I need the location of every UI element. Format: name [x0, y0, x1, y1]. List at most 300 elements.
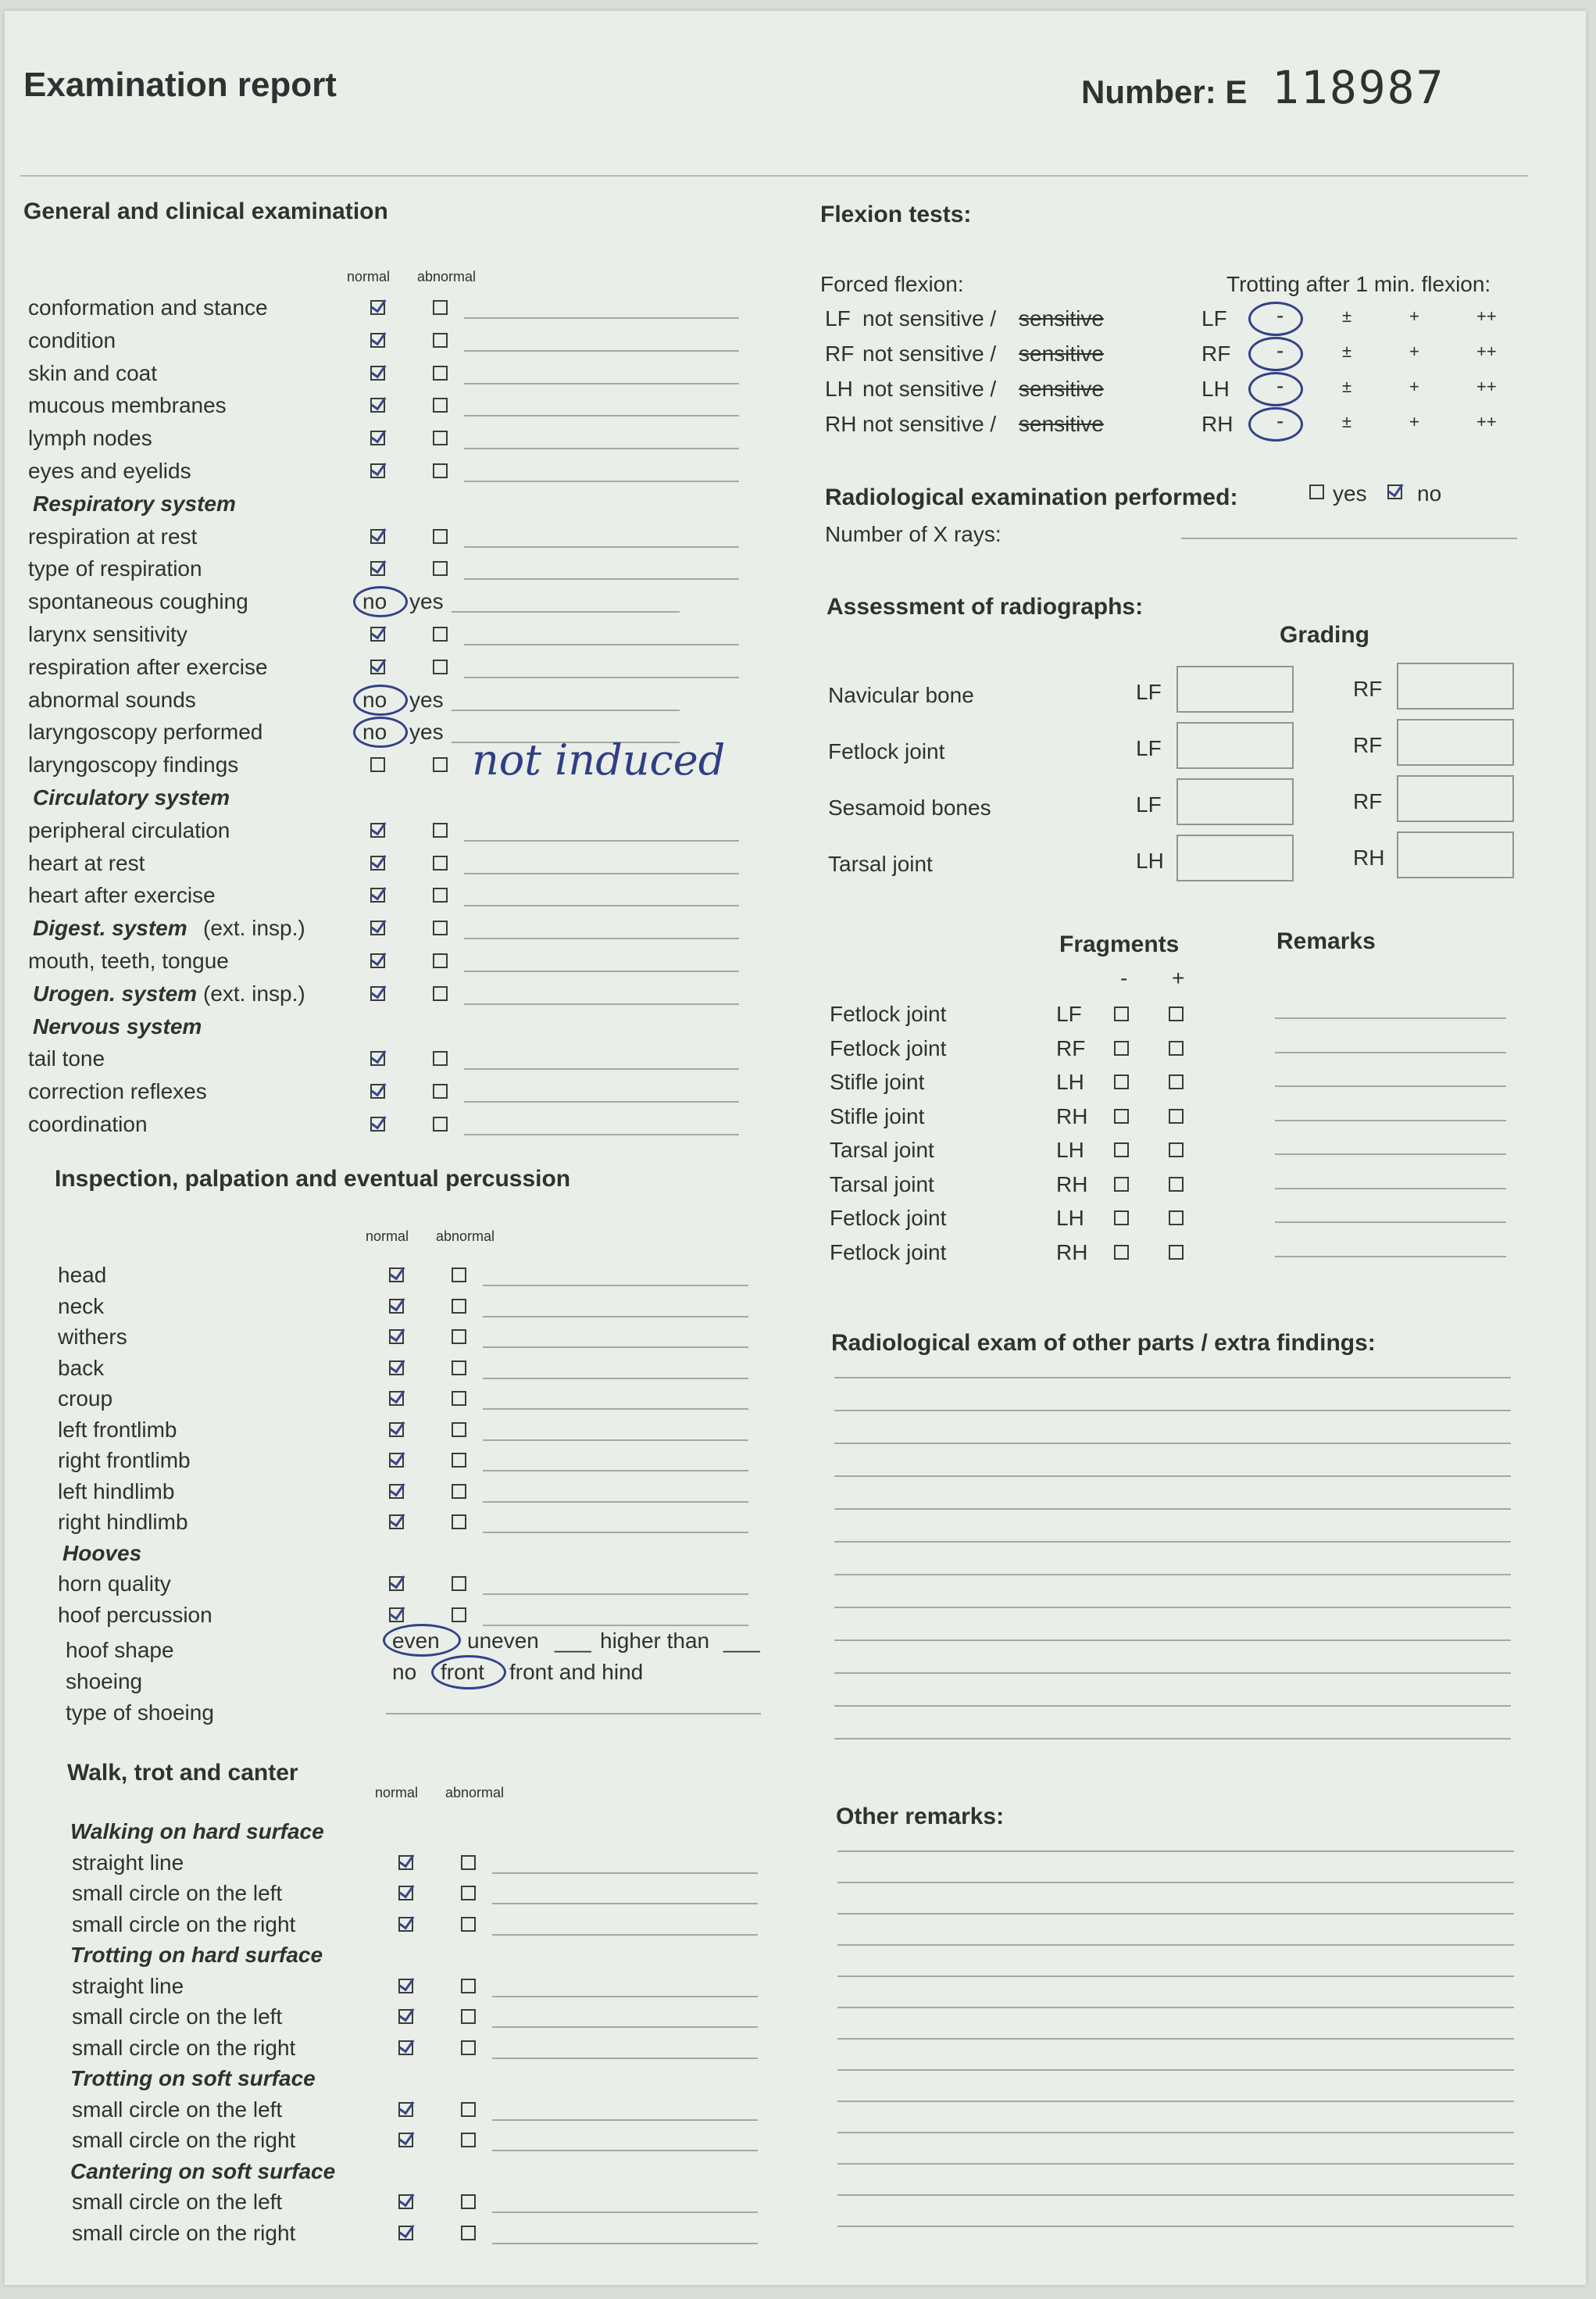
general-group-suffix-19: (ext. insp.) — [203, 916, 305, 941]
general-row-label-18: heart after exercise — [28, 883, 216, 908]
gait-row-line-12[interactable] — [492, 2211, 758, 2213]
trot-circle-mark-2 — [1248, 372, 1303, 406]
trot-leg-0: LF — [1201, 306, 1227, 331]
grading-left-leg-2: LF — [1136, 792, 1162, 817]
general-abnormal-checkbox-21[interactable] — [433, 986, 448, 1001]
general-row-label-7: respiration at rest — [28, 524, 198, 549]
other-remarks-line[interactable] — [837, 2007, 1514, 2008]
fragment-joint-3: Stifle joint — [830, 1103, 925, 1128]
inspection-abnormal-checkbox-3[interactable] — [452, 1360, 466, 1375]
other-parts-line[interactable] — [834, 1639, 1511, 1641]
general-normal-checkbox-23[interactable] — [370, 1051, 385, 1066]
grading-right-leg-0: RF — [1353, 677, 1383, 701]
general-normal-checkbox-18[interactable] — [370, 888, 385, 903]
inspection-row-line-2[interactable] — [483, 1346, 748, 1348]
general-row-line-21[interactable] — [464, 1003, 739, 1005]
inspection-abnormal-checkbox-10[interactable] — [452, 1576, 466, 1591]
other-remarks-line[interactable] — [837, 1944, 1514, 1946]
trot-grade-0-0[interactable]: ± — [1342, 306, 1352, 326]
flexion-leg-3: RH — [825, 412, 857, 436]
gait-row-label-5: straight line — [72, 1973, 184, 1998]
flexion-not-sensitive-1[interactable]: not sensitive / — [862, 341, 997, 366]
hoof-shape-even[interactable]: even — [392, 1629, 440, 1653]
inspection-row-label-1: neck — [58, 1293, 105, 1318]
other-remarks-line[interactable] — [837, 1882, 1514, 1883]
general-row-line-7[interactable] — [464, 546, 739, 548]
general-opt-yes-12[interactable]: yes — [409, 687, 444, 712]
flexion-sensitive-3[interactable]: sensitive — [1019, 412, 1104, 436]
inspection-normal-checkbox-11[interactable] — [389, 1607, 404, 1622]
other-remarks-line[interactable] — [837, 2194, 1514, 2196]
inspection-abnormal-checkbox-2[interactable] — [452, 1329, 466, 1344]
general-normal-checkbox-25[interactable] — [370, 1117, 385, 1132]
xray-no-checkbox[interactable] — [1387, 484, 1402, 499]
inspection-heading: Inspection, palpation and eventual percussion — [55, 1166, 571, 1192]
gait-normal-checkbox-6[interactable] — [398, 2009, 413, 2024]
general-abnormal-checkbox-25[interactable] — [433, 1117, 448, 1132]
other-remarks-line[interactable] — [837, 2226, 1514, 2227]
hoof-shape-higher-than[interactable]: higher than — [600, 1629, 710, 1653]
hoof-shape-blank[interactable]: ___ — [555, 1629, 591, 1653]
trot-grade-1-2[interactable]: ++ — [1476, 341, 1497, 361]
gait-row-line-10[interactable] — [492, 2150, 758, 2151]
general-normal-checkbox-21[interactable] — [370, 986, 385, 1001]
remarks-heading: Remarks — [1276, 928, 1376, 954]
flexion-sensitive-2[interactable]: sensitive — [1019, 377, 1104, 401]
general-abnormal-checkbox-19[interactable] — [433, 921, 448, 935]
shoeing-no[interactable]: no — [392, 1660, 417, 1684]
inspection-col-abnormal: abnormal — [436, 1228, 495, 1244]
trot-grade-2-2[interactable]: ++ — [1476, 377, 1497, 396]
general-normal-checkbox-3[interactable] — [370, 398, 385, 413]
general-abnormal-checkbox-5[interactable] — [433, 463, 448, 478]
inspection-abnormal-checkbox-0[interactable] — [452, 1267, 466, 1282]
fragment-minus-checkbox-0[interactable] — [1114, 1006, 1129, 1021]
grading-right-leg-2: RF — [1353, 789, 1383, 813]
general-normal-checkbox-8[interactable] — [370, 561, 385, 576]
gait-row-label-10: small circle on the right — [72, 2128, 296, 2152]
fragment-plus-checkbox-1[interactable] — [1169, 1041, 1184, 1056]
grading-right-box-0[interactable] — [1397, 663, 1514, 710]
grading-right-box-1[interactable] — [1397, 719, 1514, 766]
grading-left-box-0[interactable] — [1176, 666, 1294, 713]
inspection-row-line-7[interactable] — [483, 1501, 748, 1503]
general-normal-checkbox-14[interactable] — [370, 757, 385, 772]
hoof-shape-label: hoof shape — [66, 1638, 174, 1662]
other-remarks-line[interactable] — [837, 2163, 1514, 2165]
trot-grade-3-1[interactable]: + — [1409, 412, 1419, 431]
flexion-not-sensitive-0[interactable]: not sensitive / — [862, 306, 997, 331]
inspection-row-line-6[interactable] — [483, 1470, 748, 1471]
general-row-line-9[interactable] — [452, 611, 680, 613]
grading-right-box-2[interactable] — [1397, 775, 1514, 822]
other-remarks-line[interactable] — [837, 1913, 1514, 1915]
general-abnormal-checkbox-16[interactable] — [433, 823, 448, 838]
fragment-plus-checkbox-3[interactable] — [1169, 1109, 1184, 1124]
general-row-line-10[interactable] — [464, 644, 739, 645]
flexion-not-sensitive-3[interactable]: not sensitive / — [862, 412, 997, 436]
fragment-remarks-line-6[interactable] — [1275, 1221, 1506, 1223]
inspection-normal-checkbox-3[interactable] — [389, 1360, 404, 1375]
general-row-line-0[interactable] — [464, 317, 739, 319]
grading-right-box-3[interactable] — [1397, 831, 1514, 878]
gait-abnormal-checkbox-5[interactable] — [461, 1979, 476, 1993]
inspection-row-line-0[interactable] — [483, 1285, 748, 1286]
grading-left-box-3[interactable] — [1176, 835, 1294, 881]
inspection-row-line-8[interactable] — [483, 1532, 748, 1533]
inspection-normal-checkbox-0[interactable] — [389, 1267, 404, 1282]
gait-col-abnormal: abnormal — [445, 1785, 505, 1800]
general-row-line-24[interactable] — [464, 1101, 739, 1103]
gait-normal-checkbox-3[interactable] — [398, 1917, 413, 1932]
gait-row-line-9[interactable] — [492, 2119, 758, 2121]
fragment-minus-checkbox-5[interactable] — [1114, 1177, 1129, 1192]
general-row-line-12[interactable] — [452, 710, 680, 711]
trot-grade-3-2[interactable]: ++ — [1476, 412, 1497, 431]
inspection-normal-checkbox-8[interactable] — [389, 1514, 404, 1529]
xray-yes-checkbox[interactable] — [1309, 484, 1324, 499]
grading-left-leg-1: LF — [1136, 736, 1162, 760]
general-row-line-1[interactable] — [464, 350, 739, 352]
general-row-label-9: spontaneous coughing — [28, 589, 248, 614]
grading-left-box-2[interactable] — [1176, 778, 1294, 825]
inspection-row-line-10[interactable] — [483, 1593, 748, 1595]
fragment-plus-checkbox-2[interactable] — [1169, 1074, 1184, 1089]
fragment-joint-7: Fetlock joint — [830, 1239, 947, 1264]
gait-abnormal-checkbox-7[interactable] — [461, 2040, 476, 2055]
xray-no-label: no — [1417, 481, 1442, 506]
grading-left-box-1[interactable] — [1176, 722, 1294, 769]
fragment-remarks-line-0[interactable] — [1275, 1017, 1506, 1019]
other-remarks-line[interactable] — [837, 1850, 1514, 1852]
laryngoscopy-findings-handwriting: not induced — [472, 735, 726, 785]
general-normal-checkbox-16[interactable] — [370, 823, 385, 838]
general-abnormal-checkbox-10[interactable] — [433, 627, 448, 642]
general-opt-no-9[interactable]: no — [362, 589, 387, 614]
trot-leg-2: LH — [1201, 377, 1230, 401]
fragment-joint-1: Fetlock joint — [830, 1035, 947, 1060]
inspection-abnormal-checkbox-5[interactable] — [452, 1422, 466, 1437]
general-row-label-12: abnormal sounds — [28, 687, 196, 712]
other-parts-line[interactable] — [834, 1672, 1511, 1674]
general-row-line-19[interactable] — [464, 938, 739, 939]
fragment-remarks-line-5[interactable] — [1275, 1188, 1506, 1189]
general-normal-checkbox-20[interactable] — [370, 953, 385, 968]
other-parts-line[interactable] — [834, 1705, 1511, 1707]
inspection-row-label-10: horn quality — [58, 1571, 171, 1596]
shoeing-front[interactable]: front — [441, 1660, 485, 1684]
gait-abnormal-checkbox-6[interactable] — [461, 2009, 476, 2024]
general-heading: General and clinical examination — [23, 198, 388, 224]
gait-normal-checkbox-1[interactable] — [398, 1855, 413, 1870]
general-row-label-25: coordination — [28, 1112, 148, 1136]
general-normal-checkbox-19[interactable] — [370, 921, 385, 935]
inspection-normal-checkbox-4[interactable] — [389, 1391, 404, 1406]
xray-count-line[interactable] — [1181, 538, 1517, 539]
gait-row-label-3: small circle on the right — [72, 1911, 296, 1936]
fragments-plus: + — [1172, 966, 1185, 990]
fragment-plus-checkbox-0[interactable] — [1169, 1006, 1184, 1021]
general-opt-yes-9[interactable]: yes — [409, 589, 444, 614]
trot-grade-minus-1[interactable]: - — [1276, 338, 1284, 363]
general-normal-checkbox-1[interactable] — [370, 333, 385, 348]
general-opt-no-12[interactable]: no — [362, 687, 387, 712]
trot-grade-minus-0[interactable]: - — [1276, 303, 1284, 327]
fragment-minus-checkbox-3[interactable] — [1114, 1109, 1129, 1124]
fragment-plus-checkbox-7[interactable] — [1169, 1245, 1184, 1260]
general-row-line-18[interactable] — [464, 905, 739, 906]
inspection-row-line-4[interactable] — [483, 1408, 748, 1410]
type-of-shoeing-line[interactable] — [386, 1713, 761, 1714]
trot-grade-1-0[interactable]: ± — [1342, 341, 1352, 361]
general-row-label-11: respiration after exercise — [28, 654, 268, 679]
xray-yes-label: yes — [1333, 481, 1367, 506]
fragment-leg-3: RH — [1056, 1103, 1088, 1128]
other-parts-line[interactable] — [834, 1738, 1511, 1739]
fragment-leg-0: LF — [1056, 1002, 1082, 1026]
grading-heading: Grading — [1280, 622, 1370, 648]
inspection-normal-checkbox-6[interactable] — [389, 1453, 404, 1468]
general-abnormal-checkbox-1[interactable] — [433, 333, 448, 348]
gait-row-line-5[interactable] — [492, 1996, 758, 1997]
gait-abnormal-checkbox-1[interactable] — [461, 1855, 476, 1870]
general-normal-checkbox-17[interactable] — [370, 856, 385, 871]
general-row-label-2: skin and coat — [28, 360, 157, 385]
general-normal-checkbox-5[interactable] — [370, 463, 385, 478]
inspection-abnormal-checkbox-11[interactable] — [452, 1607, 466, 1622]
gait-normal-checkbox-13[interactable] — [398, 2226, 413, 2240]
fragment-remarks-line-3[interactable] — [1275, 1120, 1506, 1121]
general-row-label-20: mouth, teeth, tongue — [28, 949, 229, 973]
gait-row-line-13[interactable] — [492, 2243, 758, 2244]
report-number-value: 118987 — [1272, 61, 1445, 114]
general-row-line-20[interactable] — [464, 971, 739, 972]
fragment-minus-checkbox-7[interactable] — [1114, 1245, 1129, 1260]
general-abnormal-checkbox-8[interactable] — [433, 561, 448, 576]
gait-row-line-2[interactable] — [492, 1903, 758, 1904]
gait-abnormal-checkbox-2[interactable] — [461, 1886, 476, 1900]
trot-leg-1: RF — [1201, 341, 1231, 366]
other-parts-line[interactable] — [834, 1377, 1511, 1378]
xray-count-label: Number of X rays: — [825, 522, 1002, 546]
general-opt-yes-13[interactable]: yes — [409, 720, 444, 745]
general-row-line-11[interactable] — [464, 677, 739, 678]
flexion-leg-2: LH — [825, 377, 853, 401]
radiology-performed-label: Radiological examination performed: — [825, 484, 1238, 510]
grading-left-leg-3: LH — [1136, 849, 1164, 873]
inspection-abnormal-checkbox-7[interactable] — [452, 1484, 466, 1499]
general-row-label-13: laryngoscopy performed — [28, 720, 263, 745]
flexion-not-sensitive-2[interactable]: not sensitive / — [862, 377, 997, 401]
gait-row-line-3[interactable] — [492, 1934, 758, 1936]
general-row-line-16[interactable] — [464, 840, 739, 842]
gait-abnormal-checkbox-10[interactable] — [461, 2133, 476, 2147]
trot-grade-0-2[interactable]: ++ — [1476, 306, 1497, 326]
general-normal-checkbox-7[interactable] — [370, 529, 385, 544]
inspection-normal-checkbox-10[interactable] — [389, 1576, 404, 1591]
general-abnormal-checkbox-17[interactable] — [433, 856, 448, 871]
inspection-row-line-11[interactable] — [483, 1625, 748, 1626]
gait-row-line-1[interactable] — [492, 1872, 758, 1874]
inspection-abnormal-checkbox-8[interactable] — [452, 1514, 466, 1529]
type-of-shoeing-label: type of shoeing — [66, 1700, 214, 1725]
general-row-line-3[interactable] — [464, 415, 739, 417]
general-row-line-25[interactable] — [464, 1134, 739, 1135]
general-circle-mark-13 — [353, 717, 408, 748]
general-abnormal-checkbox-11[interactable] — [433, 660, 448, 674]
gait-abnormal-checkbox-9[interactable] — [461, 2102, 476, 2117]
grading-name-3: Tarsal joint — [828, 852, 933, 876]
grading-name-0: Navicular bone — [828, 683, 974, 707]
other-remarks-line[interactable] — [837, 2069, 1514, 2071]
fragment-plus-checkbox-5[interactable] — [1169, 1177, 1184, 1192]
trot-grade-3-0[interactable]: ± — [1342, 412, 1352, 431]
fragment-remarks-line-2[interactable] — [1275, 1085, 1506, 1087]
general-row-line-17[interactable] — [464, 873, 739, 874]
general-group-19: Digest. system — [33, 916, 187, 941]
general-row-label-23: tail tone — [28, 1046, 105, 1071]
gait-abnormal-checkbox-3[interactable] — [461, 1917, 476, 1932]
general-normal-checkbox-2[interactable] — [370, 366, 385, 381]
general-normal-checkbox-4[interactable] — [370, 431, 385, 445]
general-abnormal-checkbox-2[interactable] — [433, 366, 448, 381]
fragment-plus-checkbox-6[interactable] — [1169, 1210, 1184, 1225]
gait-normal-checkbox-12[interactable] — [398, 2194, 413, 2209]
trot-circle-mark-1 — [1248, 337, 1303, 371]
trot-circle-mark-0 — [1248, 302, 1303, 336]
gait-abnormal-checkbox-12[interactable] — [461, 2194, 476, 2209]
general-abnormal-checkbox-23[interactable] — [433, 1051, 448, 1066]
hoof-shape-blank2[interactable]: ___ — [723, 1629, 760, 1653]
general-abnormal-checkbox-4[interactable] — [433, 431, 448, 445]
assessment-heading: Assessment of radiographs: — [827, 594, 1144, 620]
general-row-line-23[interactable] — [464, 1068, 739, 1070]
inspection-row-label-3: back — [58, 1355, 105, 1380]
grading-right-leg-1: RF — [1353, 733, 1383, 757]
flexion-sensitive-1[interactable]: sensitive — [1019, 341, 1104, 366]
inspection-normal-checkbox-5[interactable] — [389, 1422, 404, 1437]
general-abnormal-checkbox-18[interactable] — [433, 888, 448, 903]
general-col-abnormal: abnormal — [417, 269, 477, 284]
general-row-label-14: laryngoscopy findings — [28, 753, 239, 778]
trot-grade-minus-3[interactable]: - — [1276, 409, 1284, 433]
general-abnormal-checkbox-3[interactable] — [433, 398, 448, 413]
trot-grade-minus-2[interactable]: - — [1276, 374, 1284, 398]
general-group-22: Nervous system — [33, 1014, 202, 1039]
other-remarks-line[interactable] — [837, 2132, 1514, 2133]
general-normal-checkbox-0[interactable] — [370, 300, 385, 315]
inspection-row-line-1[interactable] — [483, 1316, 748, 1318]
general-opt-no-13[interactable]: no — [362, 720, 387, 745]
general-normal-checkbox-24[interactable] — [370, 1084, 385, 1099]
fragments-heading: Fragments — [1059, 931, 1180, 957]
general-row-line-5[interactable] — [464, 481, 739, 482]
general-group-6: Respiratory system — [33, 491, 236, 516]
gait-normal-checkbox-9[interactable] — [398, 2102, 413, 2117]
fragment-remarks-line-1[interactable] — [1275, 1052, 1506, 1053]
general-row-line-2[interactable] — [464, 383, 739, 384]
fragment-minus-checkbox-1[interactable] — [1114, 1041, 1129, 1056]
other-parts-line[interactable] — [834, 1475, 1511, 1477]
general-row-label-16: peripheral circulation — [28, 817, 230, 842]
general-abnormal-checkbox-7[interactable] — [433, 529, 448, 544]
trotting-flexion-label: Trotting after 1 min. flexion: — [1226, 272, 1491, 296]
other-remarks-line[interactable] — [837, 2038, 1514, 2040]
general-abnormal-checkbox-20[interactable] — [433, 953, 448, 968]
hoof-shape-uneven[interactable]: uneven — [467, 1629, 539, 1653]
general-abnormal-checkbox-14[interactable] — [433, 757, 448, 772]
gait-row-label-1: straight line — [72, 1850, 184, 1875]
general-row-line-4[interactable] — [464, 448, 739, 449]
fragment-joint-2: Stifle joint — [830, 1070, 925, 1094]
inspection-abnormal-checkbox-1[interactable] — [452, 1299, 466, 1314]
gait-abnormal-checkbox-13[interactable] — [461, 2226, 476, 2240]
fragment-plus-checkbox-4[interactable] — [1169, 1142, 1184, 1157]
other-parts-line[interactable] — [834, 1574, 1511, 1575]
other-parts-line[interactable] — [834, 1541, 1511, 1543]
gait-normal-checkbox-7[interactable] — [398, 2040, 413, 2055]
inspection-normal-checkbox-1[interactable] — [389, 1299, 404, 1314]
inspection-normal-checkbox-2[interactable] — [389, 1329, 404, 1344]
fragment-leg-5: RH — [1056, 1171, 1088, 1196]
other-remarks-line[interactable] — [837, 2101, 1514, 2102]
inspection-abnormal-checkbox-6[interactable] — [452, 1453, 466, 1468]
inspection-abnormal-checkbox-4[interactable] — [452, 1391, 466, 1406]
forced-flexion-label: Forced flexion: — [820, 272, 964, 296]
general-abnormal-checkbox-0[interactable] — [433, 300, 448, 315]
inspection-normal-checkbox-7[interactable] — [389, 1484, 404, 1499]
trot-grade-0-1[interactable]: + — [1409, 306, 1419, 326]
gait-normal-checkbox-2[interactable] — [398, 1886, 413, 1900]
trot-grade-2-0[interactable]: ± — [1342, 377, 1352, 396]
flexion-sensitive-0[interactable]: sensitive — [1019, 306, 1104, 331]
trot-grade-2-1[interactable]: + — [1409, 377, 1419, 396]
fragment-remarks-line-4[interactable] — [1275, 1153, 1506, 1155]
gait-normal-checkbox-10[interactable] — [398, 2133, 413, 2147]
inspection-row-line-3[interactable] — [483, 1378, 748, 1379]
general-row-line-8[interactable] — [464, 578, 739, 580]
general-row-label-24: correction reflexes — [28, 1079, 207, 1104]
inspection-row-label-8: right hindlimb — [58, 1510, 188, 1534]
gait-row-line-7[interactable] — [492, 2058, 758, 2059]
fragment-minus-checkbox-4[interactable] — [1114, 1142, 1129, 1157]
other-parts-heading: Radiological exam of other parts / extra findings: — [831, 1330, 1376, 1356]
gait-normal-checkbox-5[interactable] — [398, 1979, 413, 1993]
shoeing-circle-mark — [431, 1655, 506, 1689]
other-parts-line[interactable] — [834, 1508, 1511, 1510]
inspection-row-line-5[interactable] — [483, 1439, 748, 1441]
general-normal-checkbox-10[interactable] — [370, 627, 385, 642]
general-normal-checkbox-11[interactable] — [370, 660, 385, 674]
general-row-label-8: type of respiration — [28, 556, 202, 581]
header-divider — [20, 175, 1528, 177]
other-parts-line[interactable] — [834, 1443, 1511, 1444]
other-remarks-line[interactable] — [837, 1975, 1514, 1977]
fragment-minus-checkbox-2[interactable] — [1114, 1074, 1129, 1089]
gait-row-label-7: small circle on the right — [72, 2035, 296, 2060]
fragment-leg-1: RF — [1056, 1035, 1086, 1060]
fragment-remarks-line-7[interactable] — [1275, 1256, 1506, 1257]
general-abnormal-checkbox-24[interactable] — [433, 1084, 448, 1099]
inspection-row-label-7: left hindlimb — [58, 1478, 175, 1503]
other-parts-line[interactable] — [834, 1607, 1511, 1608]
other-parts-line[interactable] — [834, 1410, 1511, 1411]
trot-grade-1-1[interactable]: + — [1409, 341, 1419, 361]
gait-row-line-6[interactable] — [492, 2026, 758, 2028]
fragment-minus-checkbox-6[interactable] — [1114, 1210, 1129, 1225]
shoeing-front-and-hind[interactable]: front and hind — [509, 1660, 644, 1684]
fragments-minus: - — [1120, 966, 1128, 990]
